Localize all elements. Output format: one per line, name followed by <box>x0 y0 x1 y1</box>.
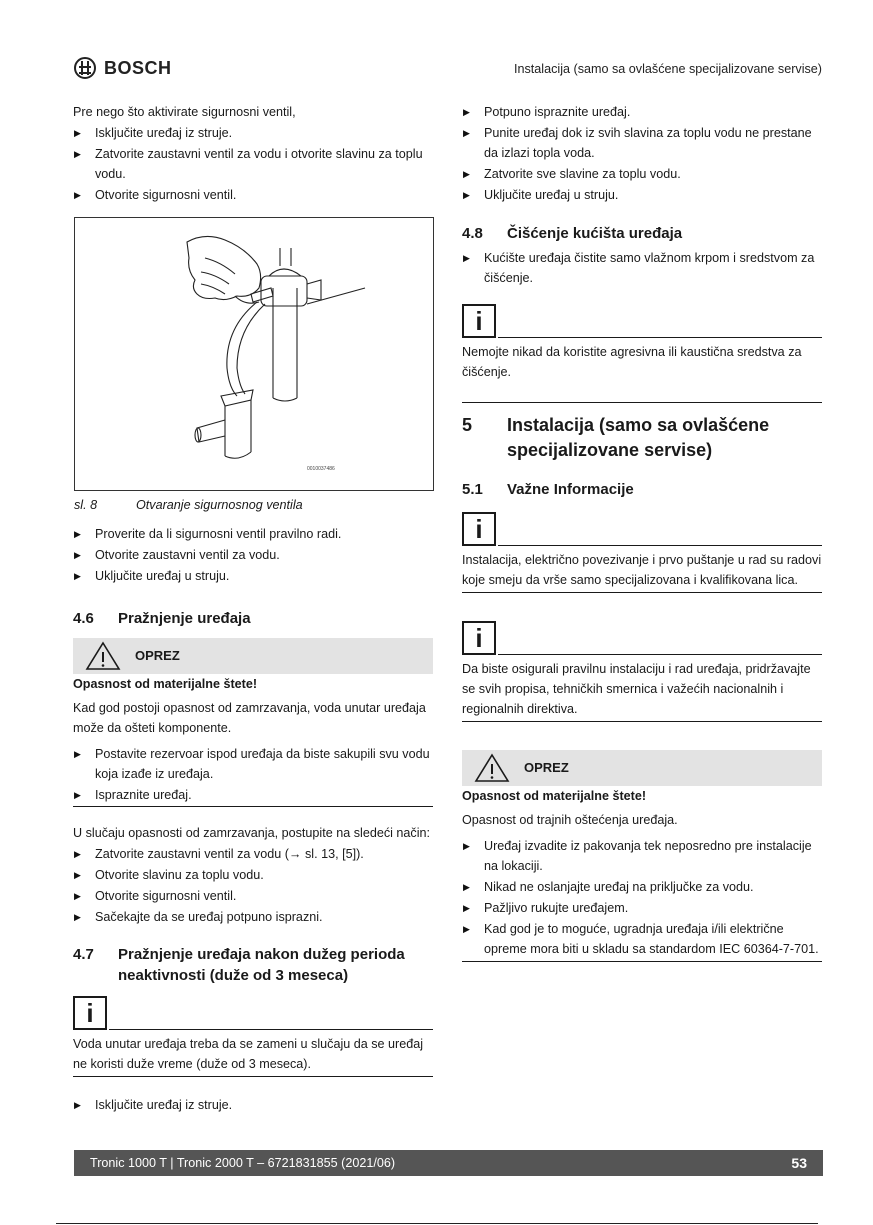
list-item: ▶ Proverite da li sigurnosni ventil pravilno radi. <box>73 524 433 544</box>
info-icon: i <box>462 512 496 546</box>
list-item: ▶ Kućište uređaja čistite samo vlažnom krpom i sredstvom za čišćenje. <box>462 248 822 288</box>
info-note-text: Voda unutar uređaja treba da se zameni u slučaju da se uređaj ne koristi duže vreme (duže od 3 meseca). <box>73 1034 433 1077</box>
info-note-text: Instalacija, električno povezivanje i prvo puštanje u rad su radovi koje smeju da vrše samo specijalizovana i kvalifikovana lica. <box>462 550 822 593</box>
list-item: ▶ Punite uređaj dok iz svih slavina za toplu vodu ne prestane da izlazi topla voda. <box>462 123 822 163</box>
info-icon: i <box>73 996 107 1030</box>
bosch-logo <box>74 56 172 80</box>
list-item: ▶ Otvorite sigurnosni ventil. <box>73 886 433 906</box>
list-item: ▶ Sačekajte da se uređaj potpuno isprazni. <box>73 907 433 927</box>
bosch-armature-icon <box>74 57 96 79</box>
info-note-header <box>462 304 822 338</box>
list-item: ▶ Postavite rezervoar ispod uređaja da biste sakupili svu vodu koja izađe iz uređaja. <box>73 744 433 784</box>
list-item: ▶ Potpuno ispraznite uređaj. <box>462 102 822 122</box>
left-intro-block <box>73 102 433 205</box>
section-heading-4-6: 4.6 Pražnjenje uređaja <box>73 610 251 627</box>
info-note-header <box>462 512 822 546</box>
list-item: ▶ Isključite uređaj iz struje. <box>73 123 433 143</box>
warning-heading: Opasnost od materijalne štete! <box>462 789 647 803</box>
list-item: ▶ Nikad ne oslanjajte uređaj na priključke za vodu. <box>462 877 822 897</box>
list-item: ▶ Zatvorite zaustavni ventil za vodu (→ sl. 13, [5]). <box>73 844 433 864</box>
list-item: ▶ Zatvorite zaustavni ventil za vodu i otvorite slavinu za toplu vodu. <box>73 144 433 184</box>
warning-text: Opasnost od trajnih oštećenja uređaja. <box>462 813 678 827</box>
intro-text: Pre nego što aktivirate sigurnosni ventil, <box>73 105 296 119</box>
running-header: Instalacija (samo sa ovlašćene specijalizovane servise) <box>514 62 822 76</box>
warning-banner <box>462 750 822 786</box>
list-item: ▶ Uključite uređaj u struju. <box>462 185 822 205</box>
brand-name: BOSCH <box>104 58 172 78</box>
section-heading-4-7: 4.7 Pražnjenje uređaja nakon dužeg perioda neaktivnosti (duže od 3 meseca) <box>73 946 405 984</box>
warning-text: Kad god postoji opasnost od zamrzavanja, voda unutar uređaja može da ošteti komponente. <box>73 701 426 735</box>
list-item: ▶ Uređaj izvadite iz pakovanja tek neposredno pre instalacije na lokaciji. <box>462 836 822 876</box>
list-item: ▶ Isključite uređaj iz struje. <box>73 1095 433 1115</box>
list-item: ▶ Ispraznite uređaj. <box>73 785 433 807</box>
list-item: ▶ Uključite uređaj u struju. <box>73 566 433 586</box>
info-note-text: Da biste osigurali pravilnu instalaciju i rad uređaja, pridržavajte se svih propisa, tehničkih smernica i važećih nacionalnih i regionalnih direktiva. <box>462 659 822 722</box>
right-column <box>462 102 822 962</box>
list-item: ▶ Kad god je to moguće, ugradnja uređaja i/ili električne opreme mora biti u skladu sa standardom IEC 60364-7-701. <box>462 919 822 962</box>
footer-product-text: Tronic 1000 T | Tronic 2000 T – 6721831855 (2021/06) <box>90 1156 396 1170</box>
list-item: ▶ Otvorite sigurnosni ventil. <box>73 185 433 205</box>
warning-banner <box>73 638 433 674</box>
warning-heading: Opasnost od materijalne štete! <box>73 677 258 691</box>
section-heading-5-1: 5.1 Važne Informacije <box>462 481 634 498</box>
list-item: ▶ Pažljivo rukujte uređajem. <box>462 898 822 918</box>
warning-triangle-icon <box>474 753 510 783</box>
list-item: ▶ Otvorite zaustavni ventil za vodu. <box>73 545 433 565</box>
info-note-header <box>462 621 822 655</box>
bottom-rule <box>56 1223 818 1224</box>
figure-code: 0010037486 <box>307 466 335 472</box>
footer-bar <box>74 1150 823 1176</box>
list-item: ▶ Zatvorite sve slavine za toplu vodu. <box>462 164 822 184</box>
figure-caption <box>74 495 434 515</box>
info-note-header <box>73 996 433 1030</box>
left-main-block <box>73 524 433 1115</box>
info-icon: i <box>462 621 496 655</box>
figure-safety-valve <box>74 217 434 491</box>
figure-caption-text: Otvaranje sigurnosnog ventila <box>136 498 303 512</box>
warning-label: OPREZ <box>524 760 569 775</box>
info-icon: i <box>462 304 496 338</box>
warning-triangle-icon <box>85 641 121 671</box>
info-note-text: Nemojte nikad da koristite agresivna ili kaustična sredstva za čišćenje. <box>462 345 802 379</box>
list-item: ▶ Otvorite slavinu za toplu vodu. <box>73 865 433 885</box>
page-number: 53 <box>791 1155 807 1171</box>
section-heading-4-8: 4.8 Čišćenje kućišta uređaja <box>462 225 683 242</box>
warning-label: OPREZ <box>135 648 180 663</box>
safety-valve-illustration <box>75 218 433 490</box>
section-divider <box>462 402 822 403</box>
figure-label: sl. 8 <box>74 498 98 512</box>
section-heading-5: 5 Instalacija (samo sa ovlašćene specijalizovane servise) <box>462 415 770 460</box>
freeze-intro: U slučaju opasnosti od zamrzavanja, postupite na sledeći način: <box>73 826 431 840</box>
